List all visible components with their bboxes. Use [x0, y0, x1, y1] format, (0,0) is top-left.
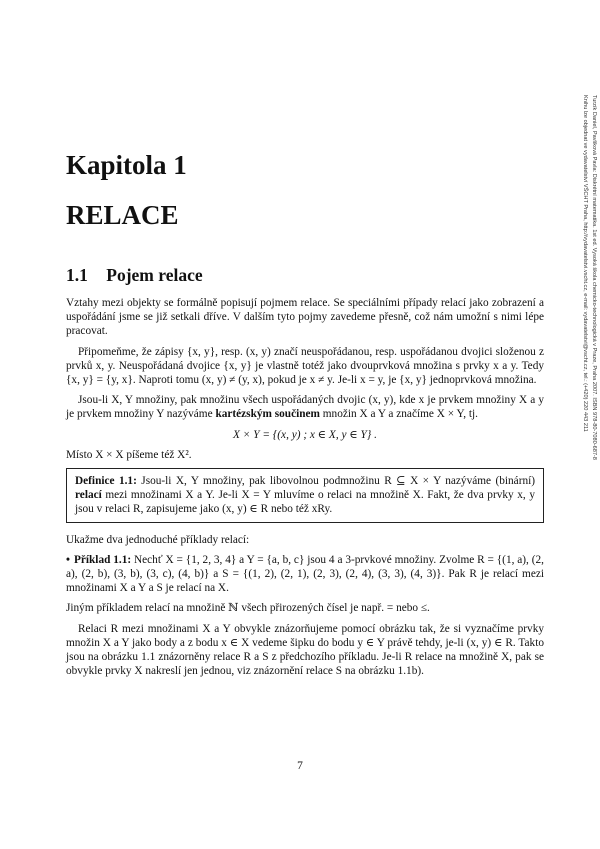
- definition-text: [75, 474, 535, 517]
- side-note-line-2: Knihu lze objednat ve vydavatelství VŠCHT Praha, http://vydavatelstvi.vscht.cz, e-mail: vydavatelstvi@vscht.cz, tel.: (+420) 220 443 211: [582, 95, 588, 432]
- definition-term: relací: [75, 489, 102, 502]
- section-title: Pojem relace: [106, 265, 203, 285]
- side-note-line-1: Turzík Daniel, Pavlíková Pavla: Diskrétní matematika. 1st ed. Vysoká škola chemicko-technologická v Praze, Praha 2007. ISBN 978-80-7080-687-8: [591, 95, 597, 460]
- definition-box: [66, 468, 544, 523]
- definition-label: Definice 1.1:: [75, 475, 137, 488]
- cartesian-text-b: množin X a Y a značíme X × Y, tj.: [319, 408, 478, 421]
- example-paragraph: [66, 553, 544, 596]
- side-copyright-note: [560, 95, 598, 615]
- cartesian-formula: X × Y = {(x, y) ; x ∈ X, y ∈ Y} .: [233, 428, 377, 441]
- paragraph-natural-numbers: Jiným příkladem relací na množině ℕ všech přirozených čísel je např. = nebo ≤.: [66, 602, 430, 615]
- section-heading: [66, 265, 203, 286]
- paragraph-pairs: Připomeňme, že zápisy {x, y}, resp. (x, y) značí neuspořádanou, resp. uspořádanou dvojici složenou z prvků x, y. Neuspořádaná dvojice {x, y} je vlastně totéž jako dvouprvková množina s prvky x a y. Tedy {x, y} = {y, x}. Naproti tomu (x, y) ≠ (y, x), pokud je x ≠ y. Je-li x = y, je {x, y} jednoprvková množina.: [66, 345, 544, 387]
- paragraph-examples-intro: Ukažme dva jednoduché příklady relací:: [66, 533, 250, 546]
- body-text: [66, 296, 544, 684]
- paragraph-square: Místo X × X píšeme též X².: [66, 448, 192, 461]
- section-number: 1.1: [66, 265, 88, 285]
- cartesian-term: kartézským součinem: [215, 408, 320, 421]
- paragraph-diagram: Relaci R mezi množinami X a Y obvykle znázorňujeme pomocí obrázku tak, že si vyznačíme prvky množin X a Y jako body a z bodu x ∈ X vedeme šipku do bodu y ∈ Y právě tehdy, je-li (x, y) ∈ R. Takto jsou na obrázku 1.1 znázorněny relace R a S z předchozího příkladu. Je-li R relace na množině X, pak se obvykle prvky X nakreslí jen jednou, viz znázornění relace S na obrázku 1.1b).: [66, 622, 544, 678]
- example-label: Příklad 1.1:: [73, 553, 132, 566]
- paragraph-cartesian: [66, 393, 544, 421]
- paragraph-intro: Vztahy mezi objekty se formálně popisují pojmem relace. Se speciálními případy relací jako zobrazení a uspořádání jsme se již setkali dříve. V dalším tyto pojmy zavedeme přesně, což nám umožní s nimi lépe pracovat.: [66, 297, 544, 338]
- definition-text-a: Jsou-li X, Y množiny, pak libovolnou podmnožinu R ⊆ X × Y nazýváme (binární): [136, 475, 536, 488]
- chapter-label: Kapitola 1: [66, 150, 187, 180]
- chapter-title: RELACE: [66, 200, 179, 230]
- example-bullet: •: [66, 553, 70, 566]
- example-text: Nechť X = {1, 2, 3, 4} a Y = {a, b, c} jsou 4 a 3-prvkové množiny. Zvolme R = {(1, a), (2, a), (2, b), (3, b), (3, c), (4, b)} a S = {(1, 2), (2, 1), (2, 3), (2, 4), (3, 3), (4, 3)}. Pak R je relací mezi množinami X a Y a S je relací na X.: [66, 553, 544, 595]
- definition-text-b: mezi množinami X a Y. Je-li X = Y mluvíme o relaci na množině X. Fakt, že dva prvky x, y jsou v relaci R, zapisujeme jako (x, y) ∈ R nebo též xRy.: [75, 489, 535, 516]
- page-number: 7: [297, 760, 303, 772]
- cartesian-text-a: Jsou-li X, Y množiny, pak množinu všech uspořádaných dvojic (x, y), kde x je prvkem množiny X a y je prvkem množiny Y nazýváme: [66, 394, 544, 421]
